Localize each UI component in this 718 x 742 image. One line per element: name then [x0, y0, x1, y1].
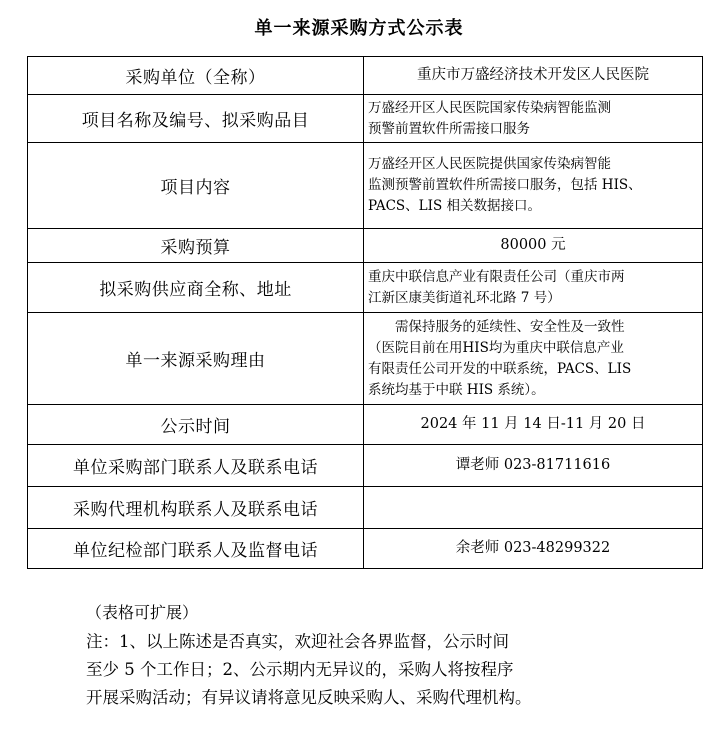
table-row — [28, 95, 703, 143]
supervision-contact-value: 余老师 023-48299322 — [364, 529, 703, 569]
table-row — [28, 445, 703, 487]
agency-contact-label: 采购代理机构联系人及联系电话 — [28, 487, 364, 529]
project-name-line: 万盛经开区人民医院国家传染病智能监测 — [368, 99, 611, 116]
project-content-line: PACS、LIS 相关数据接口。 — [368, 198, 542, 214]
project-name-value — [364, 95, 703, 143]
notice-table — [27, 56, 703, 569]
table-expand-note: （表格可扩展） — [86, 603, 199, 622]
budget-label: 采购预算 — [28, 229, 364, 263]
footnote-line: 至少 5 个工作日；2、公示期内无异议的，采购人将按程序 — [86, 660, 514, 679]
table-row — [28, 263, 703, 313]
supplier-label: 拟采购供应商全称、地址 — [28, 263, 364, 313]
table-row — [28, 529, 703, 569]
footnote-line: 开展采购活动；有异议请将意见反映采购人、采购代理机构。 — [86, 688, 532, 707]
project-name-label: 项目名称及编号、拟采购品目 — [28, 95, 364, 143]
reason-value — [364, 313, 703, 405]
reason-line: 需保持服务的延续性、安全性及一致性 — [395, 318, 625, 335]
project-content-value — [364, 143, 703, 229]
supplier-line: 江新区康美街道礼环北路 7 号） — [368, 289, 561, 306]
project-name-line: 预警前置软件所需接口服务 — [368, 120, 530, 137]
table-row — [28, 405, 703, 445]
table-row — [28, 143, 703, 229]
reason-line: 有限责任公司开发的中联系统，PACS、LIS — [368, 360, 632, 377]
project-content-line: 万盛经开区人民医院提供国家传染病智能 — [368, 156, 611, 172]
footnote-line: 注：1、以上陈述是否真实，欢迎社会各界监督，公示时间 — [86, 632, 509, 651]
table-row — [28, 313, 703, 405]
purchase-contact-value: 谭老师 023-81711616 — [364, 445, 703, 487]
purchase-contact-label: 单位采购部门联系人及联系电话 — [28, 445, 364, 487]
agency-contact-value — [364, 487, 703, 529]
reason-line: 系统均基于中联 HIS 系统）。 — [368, 381, 545, 398]
supplier-line: 重庆中联信息产业有限责任公司（重庆市两 — [368, 268, 625, 285]
reason-label: 单一来源采购理由 — [28, 313, 364, 405]
page-title: 单一来源采购方式公示表 — [254, 18, 464, 39]
supervision-contact-label: 单位纪检部门联系人及监督电话 — [28, 529, 364, 569]
purchaser-label: 采购单位（全称） — [28, 57, 364, 95]
table-row — [28, 229, 703, 263]
table-row — [28, 57, 703, 95]
table-row — [28, 487, 703, 529]
supplier-value — [364, 263, 703, 313]
project-content-label: 项目内容 — [28, 143, 364, 229]
notice-period-label: 公示时间 — [28, 405, 364, 445]
footnote — [86, 628, 646, 712]
notice-period-value: 2024 年 11 月 14 日-11 月 20 日 — [364, 405, 703, 445]
budget-value: 80000 元 — [364, 229, 703, 263]
project-content-line: 监测预警前置软件所需接口服务，包括 HIS、 — [368, 177, 642, 193]
reason-line: （医院目前在用HIS均为重庆中联信息产业 — [368, 339, 624, 356]
purchaser-value: 重庆市万盛经济技术开发区人民医院 — [364, 57, 703, 95]
